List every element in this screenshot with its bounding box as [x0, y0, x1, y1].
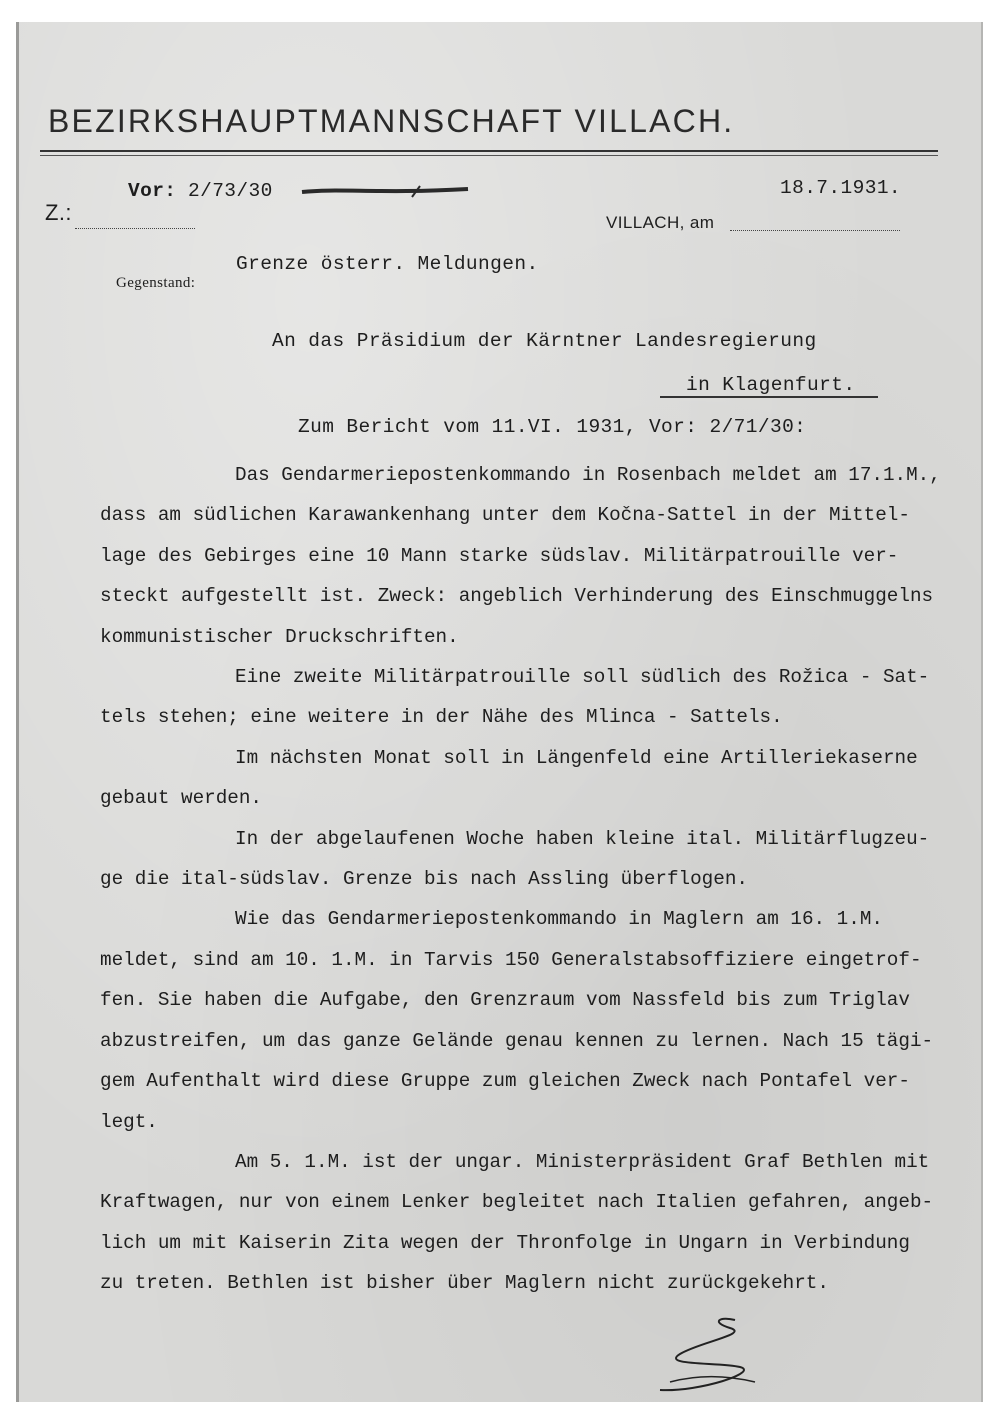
address-underline: [660, 396, 878, 398]
paragraph: Am 5. 1.M. ist der ungar. Ministerpräsident Graf Bethlen mit Kraftwagen, nur von einem Lenker begleitet nach Italien gefahren, angeb- lich um mit Kaiserin Zita wegen der Thronfolge in Ungarn in Verbindung zu treten. Bethlen ist bisher über Maglern nicht zurückgekehrt.: [100, 1150, 934, 1295]
subject-text: Grenze österr. Meldungen.: [236, 253, 539, 275]
address-line-2: in Klagenfurt.: [686, 374, 856, 396]
reference-line: Zum Bericht vom 11.VI. 1931, Vor: 2/71/30:: [298, 416, 807, 438]
vor-number: 2/73/30: [188, 180, 273, 202]
z-dotted-line: [75, 228, 195, 229]
handwritten-annotation-mark: [300, 184, 470, 198]
paragraph: Das Gendarmeriepostenkommando in Rosenbach meldet am 17.1.M., dass am südlichen Karawankenhang unter dem Kočna-Sattel in der Mittel- lage des Gebirges eine 10 Mann starke südslav. Militärpatrouille ver- steckt aufgestellt ist. Zweck: angeblich Verhinderung des Einschmuggelns kommunistischer Druckschriften.: [100, 464, 941, 648]
place-dotted-line: [730, 230, 900, 231]
address-line-1: An das Präsidium der Kärntner Landesregierung: [272, 330, 817, 352]
letter-date: 18.7.1931.: [780, 177, 902, 199]
letter-body: [100, 455, 970, 1304]
paragraph: Eine zweite Militärpatrouille soll südlich des Rožica - Sat- tels stehen; eine weitere in der Nähe des Mlinca - Sattels.: [100, 666, 930, 729]
paragraph: Wie das Gendarmeriepostenkommando in Maglern am 16. 1.M. meldet, sind am 10. 1.M. in Tarvis 150 Generalstabsoffiziere eingetrof- fen. Sie haben die Aufgabe, den Grenzraum vom Nassfeld bis zum Triglav abzustreifen, um das ganze Gelände genau kennen zu lernen. Nach 15 tägi- gem Aufenthalt wird diese Gruppe zum gleichen Zweck nach Pontafel ver- legt.: [100, 908, 934, 1133]
letterhead-title: BEZIRKSHAUPTMANNSCHAFT VILLACH.: [48, 103, 735, 139]
handwritten-signature: [640, 1312, 770, 1402]
letterhead-rule-thin: [40, 155, 938, 156]
subject-label: Gegenstand:: [116, 275, 196, 291]
vor-label: Vor:: [128, 180, 177, 202]
letterhead-rule: [40, 150, 938, 152]
place-label: VILLACH, am: [606, 213, 715, 232]
paragraph: Im nächsten Monat soll in Längenfeld eine Artilleriekaserne gebaut werden.: [100, 746, 918, 810]
z-label: Z.:: [45, 200, 72, 225]
paragraph: In der abgelaufenen Woche haben kleine ital. Militärflugzeu- ge die ital-südslav. Grenze bis nach Assling überflogen.: [100, 827, 930, 891]
